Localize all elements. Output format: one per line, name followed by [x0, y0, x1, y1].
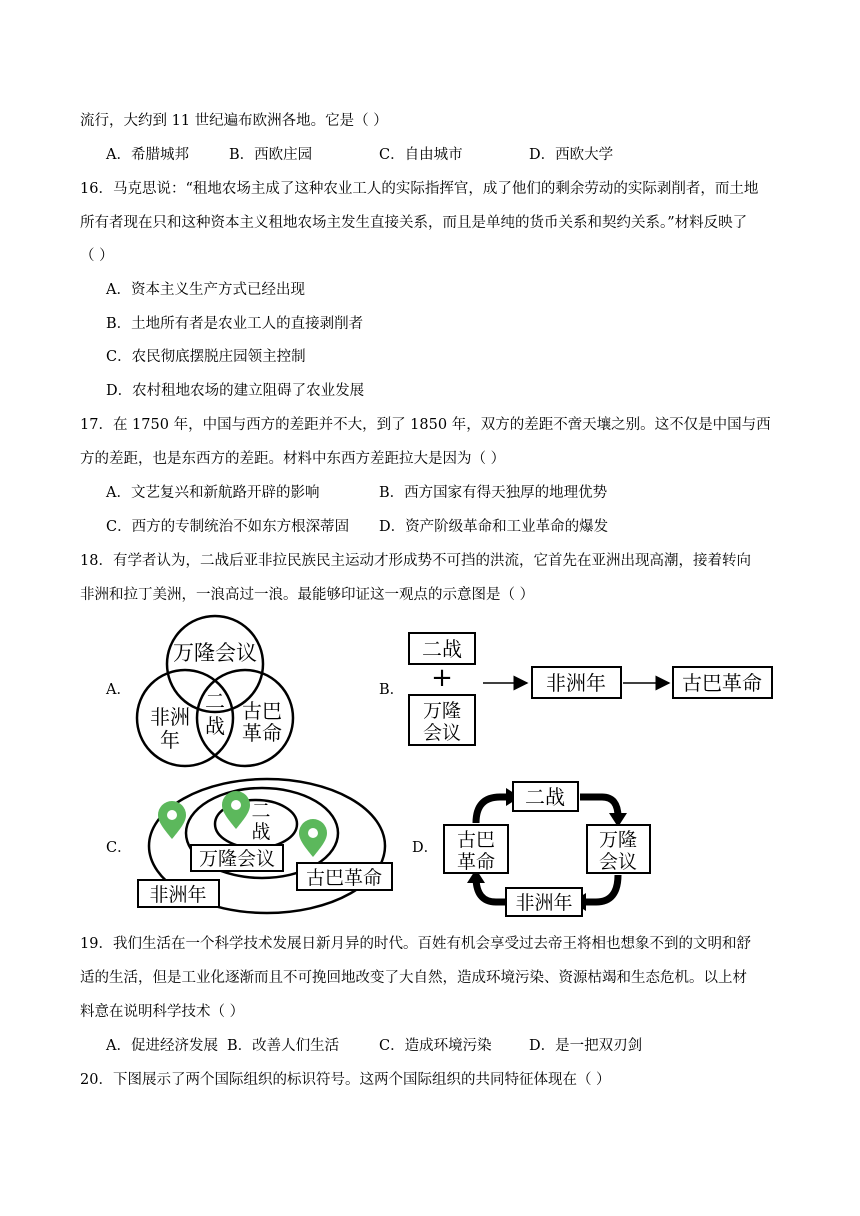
q17-stem-line2: 方的差距，也是东西方的差距。材料中东西方差距拉大是因为（ ） — [80, 451, 506, 467]
q15-option-c[interactable]: C．自由城市 — [379, 147, 463, 163]
q17-option-b[interactable]: B．西方国家有得天独厚的地理优势 — [379, 485, 608, 501]
q19-stem-line1: 19．我们生活在一个科学技术发展日新月异的时代。百姓有机会享受过去帝王将相也想象不到的文明和舒 — [80, 936, 751, 952]
q18-stem-line1: 18．有学者认为，二战后亚非拉民族民主运动才形成势不可挡的洪流，它首先在亚洲出现高潮，接着转向 — [80, 553, 751, 569]
nested-label-bandung: 万隆会议 — [198, 848, 276, 870]
venn-label-africa-l1: 非洲 — [150, 705, 190, 729]
flow-label-cuba: 古巴革命 — [682, 671, 762, 695]
q17-option-c[interactable]: C．西方的专制统治不如东方根深蒂固 — [106, 519, 350, 535]
cycle-label-africa: 非洲年 — [515, 892, 573, 914]
q19-option-c[interactable]: C．造成环境污染 — [379, 1038, 492, 1054]
flow-label-bandung-l1: 万隆 — [422, 700, 462, 722]
q19-option-b[interactable]: B．改善人们生活 — [227, 1038, 340, 1054]
cycle-label-cuba-l2: 革命 — [456, 851, 496, 873]
cycle-label-bandung-l1: 万隆 — [598, 829, 638, 851]
q16-option-c[interactable]: C．农民彻底摆脱庄园领主控制 — [106, 349, 306, 365]
q18-diagram-a-venn[interactable] — [130, 612, 300, 768]
flow-label-bandung-l2: 会议 — [422, 722, 462, 744]
cycle-label-ww2: 二战 — [525, 785, 565, 809]
venn-label-ww2-l2: 战 — [205, 714, 225, 738]
venn-label-cuba-l1: 古巴 — [242, 699, 282, 723]
nested-label-ww2-l2: 战 — [251, 821, 271, 843]
q19-option-d[interactable]: D．是一把双刃剑 — [529, 1038, 643, 1054]
nested-label-africa: 非洲年 — [149, 884, 207, 906]
q17-option-a[interactable]: A．文艺复兴和新航路开辟的影响 — [106, 485, 320, 501]
map-pin-icon — [299, 819, 327, 857]
q16-stem-line3: （ ） — [80, 248, 114, 264]
venn-label-ww2-l1: 二 — [205, 689, 225, 713]
q15-option-b[interactable]: B．西欧庄园 — [229, 147, 313, 163]
venn-label-cuba-l2: 革命 — [242, 721, 282, 745]
q18-diagram-c-nested[interactable] — [134, 773, 404, 915]
q18-option-d-label[interactable]: D． — [412, 840, 439, 856]
q19-option-a[interactable]: A．促进经济发展 — [106, 1038, 218, 1054]
q16-stem-line1: 16．马克思说：“租地农场主成了这种农业工人的实际指挥官，成了他们的剩余劳动的实际剥削者，而土地 — [80, 181, 759, 197]
cycle-label-cuba-l1: 古巴 — [456, 829, 496, 851]
q18-stem-line2: 非洲和拉丁美洲，一浪高过一浪。最能够印证这一观点的示意图是（ ） — [80, 587, 535, 603]
map-pin-icon — [222, 791, 250, 829]
q15-option-d[interactable]: D．西欧大学 — [529, 147, 614, 163]
q18-option-b-label[interactable]: B． — [379, 682, 405, 698]
nested-label-ww2-l1: 二 — [251, 800, 271, 822]
q17-stem-line1: 17．在 1750 年，中国与西方的差距并不大，到了 1850 年，双方的差距不啻天壤之别。这不仅是中国与西 — [80, 417, 771, 433]
q18-option-a-label[interactable]: A． — [106, 682, 131, 698]
flow-label-ww2: 二战 — [422, 637, 462, 661]
q16-option-a[interactable]: A．资本主义生产方式已经出现 — [106, 282, 305, 298]
map-pin-icon — [158, 801, 186, 839]
cycle-label-bandung-l2: 会议 — [598, 851, 638, 873]
q19-stem-line3: 料意在说明科学技术（ ） — [80, 1004, 245, 1020]
venn-label-africa-l2: 年 — [160, 728, 180, 752]
q18-option-c-label[interactable]: C． — [106, 840, 132, 856]
flow-plus-sign: + — [431, 663, 453, 693]
q16-option-b[interactable]: B．土地所有者是农业工人的直接剥削者 — [106, 316, 364, 332]
q19-stem-line2: 适的生活，但是工业化逐渐而且不可挽回地改变了大自然，造成环境污染、资源枯竭和生态危机。以上材 — [80, 970, 747, 986]
q15-option-a[interactable]: A．希腊城邦 — [106, 147, 189, 163]
q18-diagram-b-flow[interactable] — [405, 630, 780, 750]
flow-label-africa: 非洲年 — [546, 671, 606, 695]
q17-option-d[interactable]: D．资产阶级革命和工业革命的爆发 — [379, 519, 609, 535]
q16-option-d[interactable]: D．农村租地农场的建立阻碍了农业发展 — [106, 383, 365, 399]
venn-label-bandung: 万隆会议 — [173, 641, 257, 665]
q18-diagram-d-cycle[interactable] — [436, 777, 666, 920]
q16-stem-line2: 所有者现在只和这种资本主义租地农场主发生直接关系，而且是单纯的货币关系和契约关系。”材料反映了 — [80, 215, 748, 231]
nested-label-cuba: 古巴革命 — [305, 867, 383, 889]
q15-stem-continuation: 流行，大约到 11 世纪遍布欧洲各地。它是（ ） — [80, 113, 388, 129]
q20-stem-line1: 20．下图展示了两个国际组织的标识符号。这两个国际组织的共同特征体现在（ ） — [80, 1072, 611, 1088]
